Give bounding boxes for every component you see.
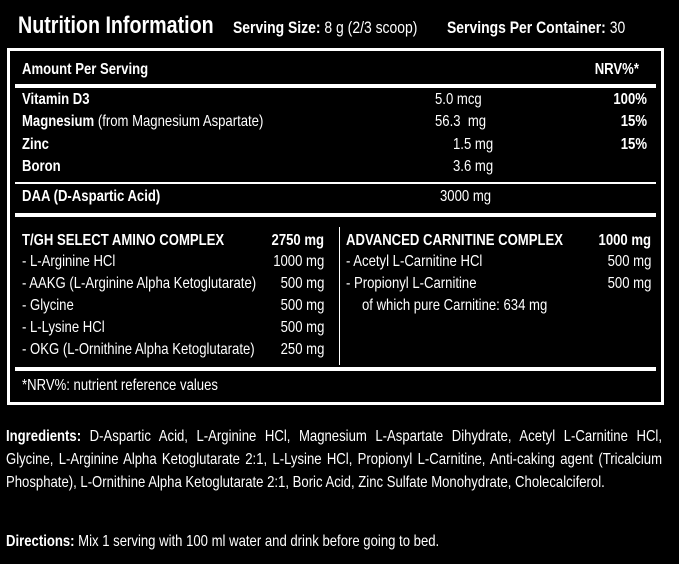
- amino-item-amount: 250 mg: [280, 341, 324, 358]
- amino-item-amount: 500 mg: [280, 275, 324, 292]
- label-title: Nutrition Information: [18, 12, 214, 39]
- serving-size: Serving Size: 8 g (2/3 scoop): [233, 18, 418, 37]
- directions-section: [6, 533, 534, 551]
- carnitine-item-amount: 500 mg: [607, 275, 651, 292]
- divider: [15, 84, 656, 88]
- divider: [15, 182, 656, 184]
- nutrient-nrv: 100%: [613, 91, 647, 108]
- amino-item: - Glycine: [22, 297, 74, 314]
- carnitine-pure-note: of which pure Carnitine: 634 mg: [362, 297, 548, 314]
- nutrient-nrv: 15%: [620, 113, 647, 130]
- daa-amount: 3000 mg: [440, 188, 492, 205]
- amino-item: - L-Lysine HCl: [22, 319, 105, 336]
- nutrient-nrv: 15%: [620, 136, 647, 153]
- nrv-heading: NRV%*: [594, 61, 639, 78]
- amount-per-serving-heading: Amount Per Serving: [22, 61, 149, 78]
- nutrient-amount: 1.5 mg: [453, 136, 494, 153]
- nutrient-amount: 56.3 mg: [435, 113, 487, 130]
- amino-item-amount: 500 mg: [280, 297, 324, 314]
- divider: [15, 213, 656, 217]
- nutrient-amount: 5.0 mcg: [435, 91, 482, 108]
- carnitine-item: - Propionyl L-Carnitine: [346, 275, 477, 292]
- nutrient-name-magnesium: Magnesium (from Magnesium Aspartate): [22, 113, 264, 130]
- nutrient-amount: 3.6 mg: [453, 158, 494, 175]
- nutrient-name-zinc: Zinc: [22, 136, 49, 153]
- carnitine-complex-title: ADVANCED CARNITINE COMPLEX: [346, 232, 563, 249]
- amino-complex-total: 2750 mg: [271, 232, 324, 249]
- column-divider: [339, 227, 340, 365]
- amino-item: - L-Arginine HCl: [22, 253, 116, 270]
- carnitine-complex-total: 1000 mg: [598, 232, 651, 249]
- nutrient-name-boron: Boron: [22, 158, 61, 175]
- directions-label: Directions:: [6, 533, 75, 550]
- label-header: [18, 12, 668, 42]
- nrv-footnote: *NRV%: nutrient reference values: [22, 377, 218, 394]
- carnitine-item-amount: 500 mg: [607, 253, 651, 270]
- daa-name: DAA (D-Aspartic Acid): [22, 188, 161, 205]
- ingredients-section: [6, 425, 662, 494]
- amino-item-amount: 1000 mg: [272, 253, 324, 270]
- amino-item-amount: 500 mg: [280, 319, 324, 336]
- amino-item: - AAKG (L-Arginine Alpha Ketoglutarate): [22, 275, 257, 292]
- ingredients-label: Ingredients:: [6, 428, 82, 445]
- amino-complex-title: T/GH SELECT AMINO COMPLEX: [22, 232, 225, 249]
- carnitine-item: - Acetyl L-Carnitine HCl: [346, 253, 483, 270]
- directions-text: Mix 1 serving with 100 ml water and drink before going to bed.: [78, 533, 440, 550]
- nutrition-table: [7, 48, 664, 405]
- servings-per-container: Servings Per Container: 30: [447, 18, 626, 37]
- amino-item: - OKG (L-Ornithine Alpha Ketoglutarate): [22, 341, 255, 358]
- nutrient-name-vitamin-d3: Vitamin D3: [22, 91, 90, 108]
- divider: [15, 367, 656, 371]
- ingredients-text: D-Aspartic Acid, L-Arginine HCl, Magnesium L-Aspartate Dihydrate, Acetyl L-Carnitine HCl, Glycine, L-Arginine Alpha Ketoglutarate 2:1, L-Lysine HCl, Propionyl L-Carnitine, Anti-caking agent (Tricalcium Phosphate), L-Ornithine Alpha Ketoglutarate 2:1, Boric Acid, Zinc Sulfate Monohydrate, Cholecalciferol.: [6, 428, 662, 491]
